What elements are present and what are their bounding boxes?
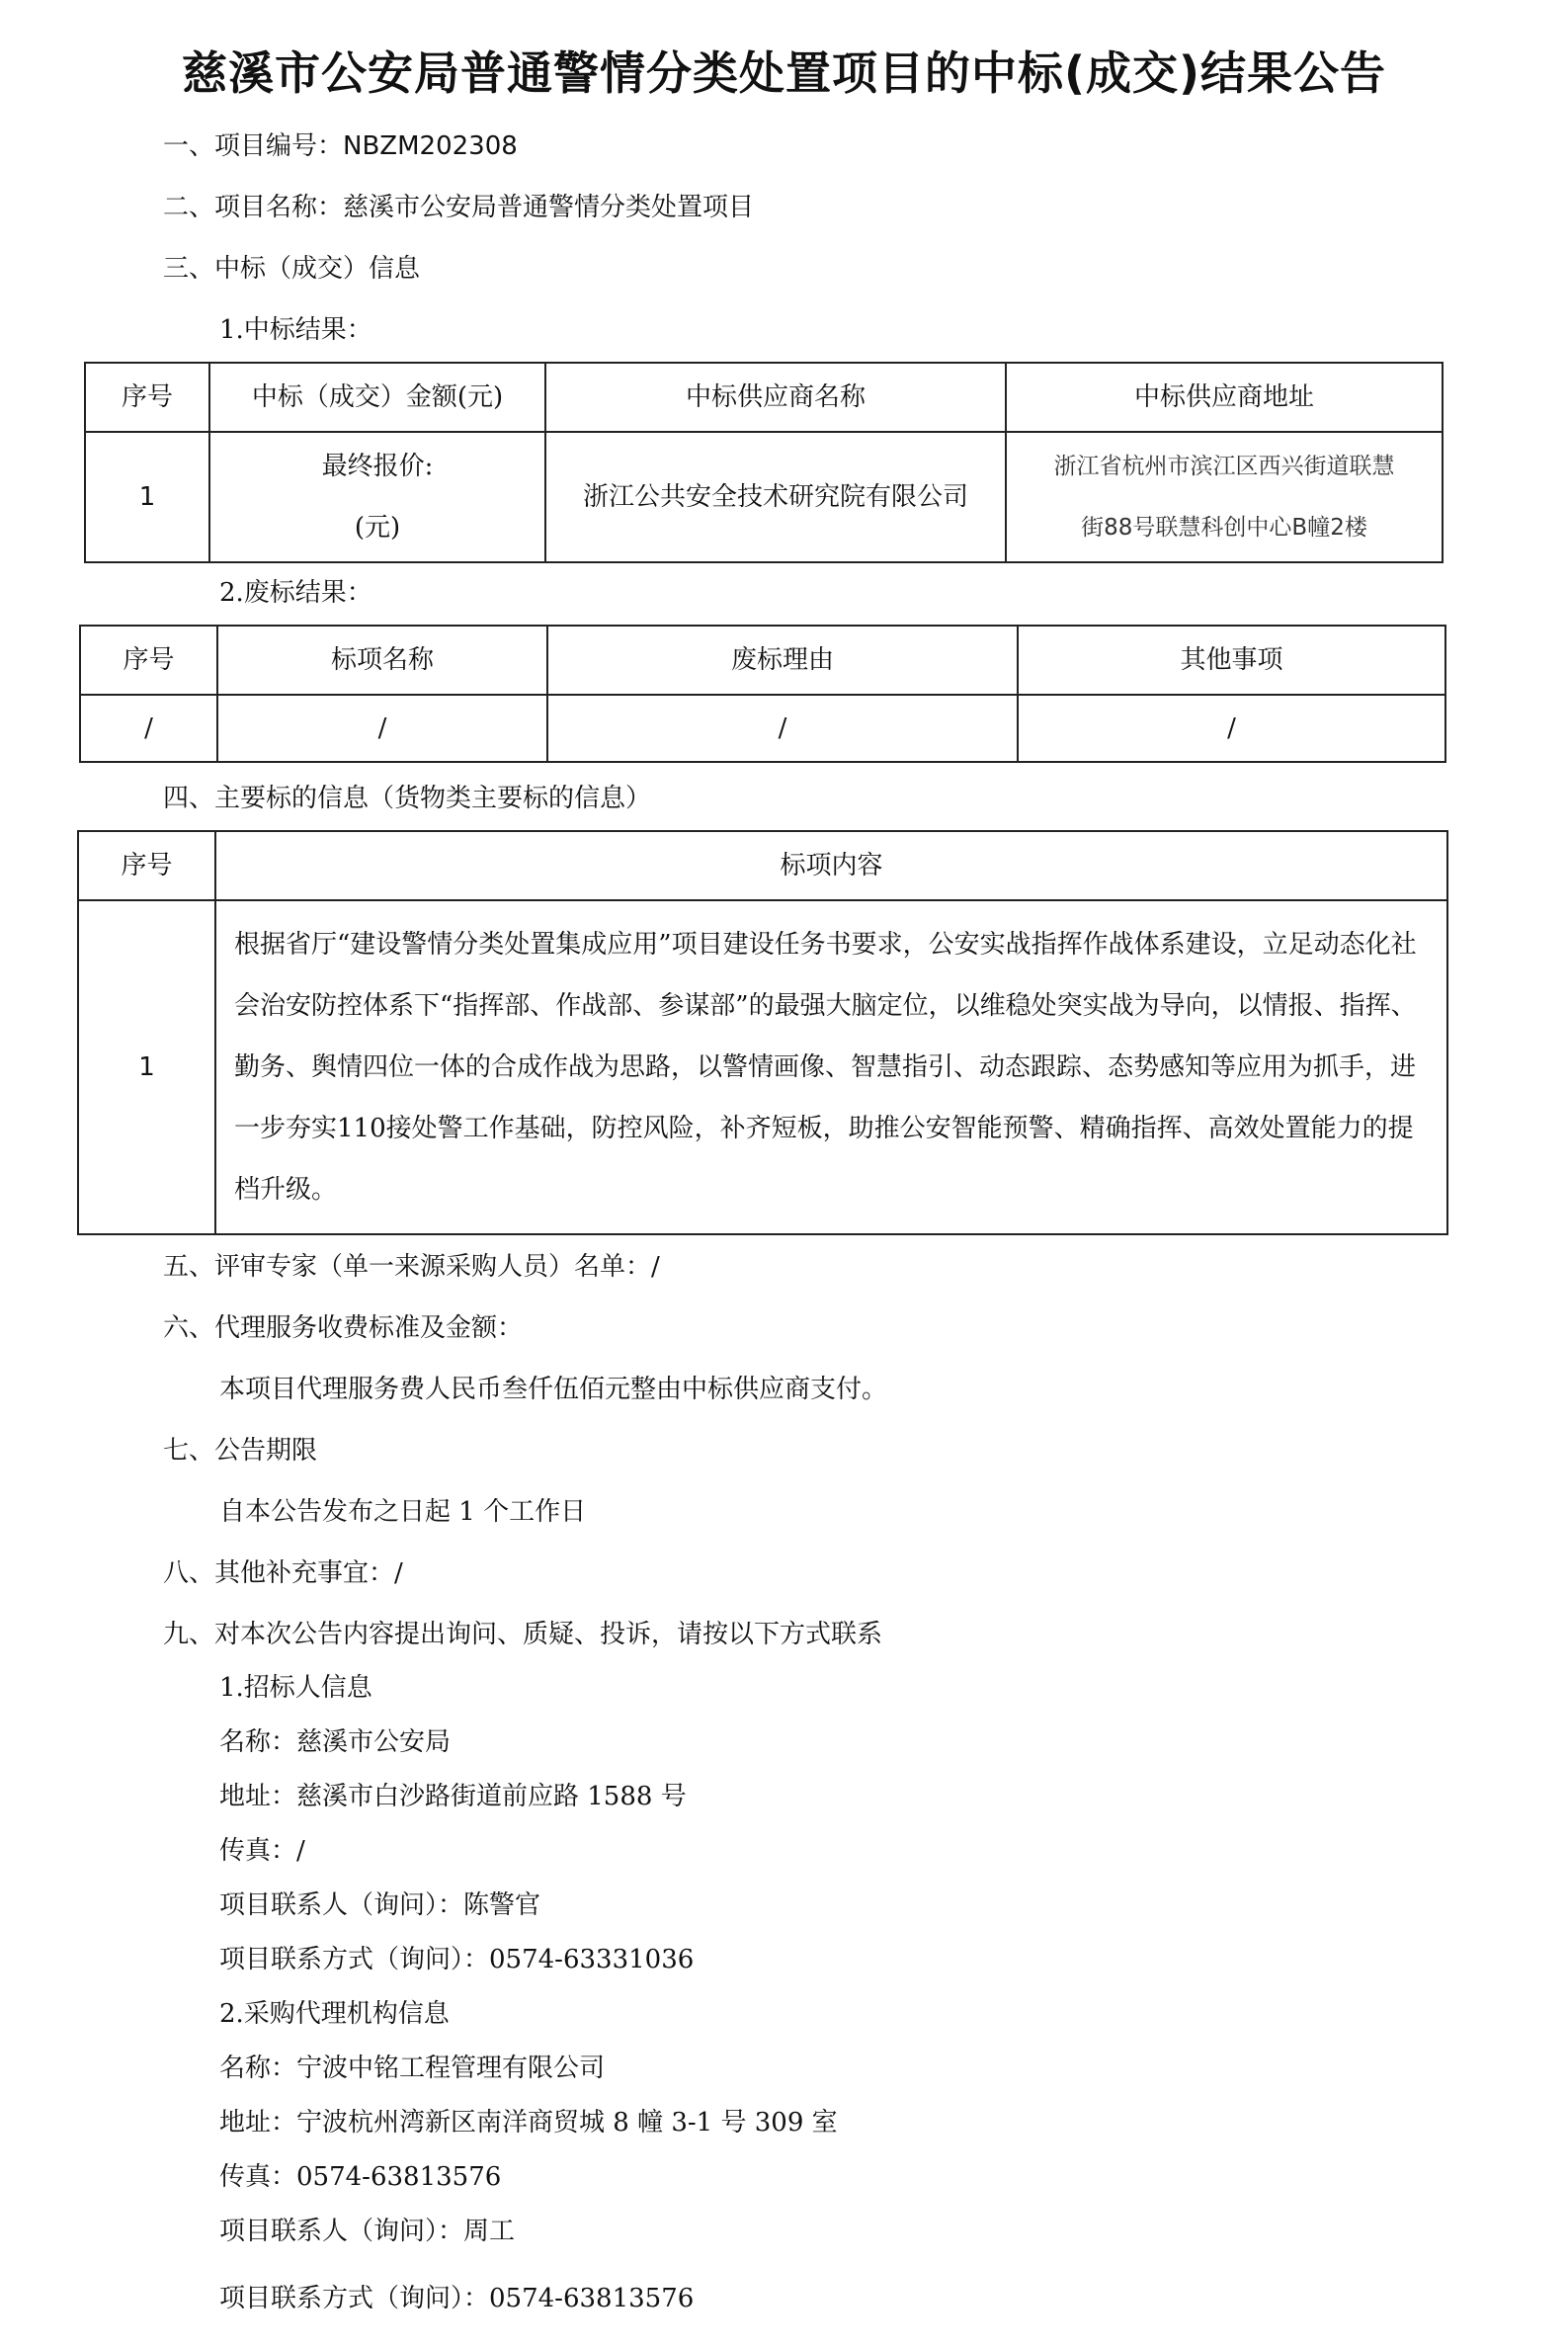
agency-name: 名称：宁波中铭工程管理有限公司 <box>219 2054 606 2083</box>
row-number: 1 <box>85 432 209 562</box>
subject-content: 根据省厅“建设警情分类处置集成应用”项目建设任务书要求，公安实战指挥作战体系建设，立足动态化社会治安防控体系下“指挥部、作战部、参谋部”的最强大脑定位，以维稳处突实战为导向，以情报、指挥、勤务、舆情四位一体的合成作战为思路，以警情画像、智慧指引、动态跟踪、态势感知等应用为抓手，进一步夯实110接处警工作基础，防控风险，补齐短板，助推公安智能预警、精确指挥、高效处置能力的提档升级。 <box>215 900 1447 1234</box>
section-main-subject: 四、主要标的信息（货物类主要标的信息） <box>163 784 652 813</box>
agency-fax: 传真：0574-63813576 <box>219 2162 502 2192</box>
failed-bid-table <box>79 625 1446 763</box>
agency-fee-text: 本项目代理服务费人民币叁仟伍佰元整由中标供应商支付。 <box>219 1375 888 1404</box>
section-notice-period: 七、公告期限 <box>163 1436 318 1466</box>
agency-heading: 2.采购代理机构信息 <box>219 1999 450 2029</box>
page-title: 慈溪市公安局普通警情分类处置项目的中标(成交)结果公告 <box>181 46 1387 100</box>
supplier-name: 浙江公共安全技术研究院有限公司 <box>545 432 1006 562</box>
buyer-phone: 项目联系方式（询问）：0574-63331036 <box>219 1945 695 1974</box>
section-agency-fee: 六、代理服务收费标准及金额： <box>163 1313 524 1343</box>
agency-phone: 项目联系方式（询问）：0574-63813576 <box>219 2284 695 2313</box>
project-number <box>163 126 518 166</box>
table-cell: / <box>80 695 217 762</box>
table-cell: / <box>217 695 547 762</box>
table-header-row <box>85 363 1443 432</box>
section-contact: 九、对本次公告内容提出询问、质疑、投诉，请按以下方式联系 <box>163 1620 883 1649</box>
table-row <box>78 900 1447 1234</box>
notice-period-text: 自本公告发布之日起 1 个工作日 <box>219 1497 587 1527</box>
bid-amount-label: 最终报价: <box>321 452 434 481</box>
buyer-contact: 项目联系人（询问）：陈警官 <box>219 1890 541 1920</box>
header-cell: 序号 <box>78 831 215 900</box>
header-cell: 其他事项 <box>1018 626 1445 695</box>
award-result-table <box>84 362 1444 563</box>
row-number: 1 <box>78 900 215 1234</box>
header-cell: 中标供应商名称 <box>545 363 1006 432</box>
supplier-address-line: 街88号联慧科创中心B幢2楼 <box>1081 515 1367 541</box>
header-cell: 序号 <box>85 363 209 432</box>
project-name: 二、项目名称：慈溪市公安局普通警情分类处置项目 <box>163 193 755 222</box>
header-cell: 标项名称 <box>217 626 547 695</box>
table-header-row <box>80 626 1445 695</box>
table-row <box>80 695 1445 762</box>
award-result-heading: 1.中标结果： <box>219 315 372 345</box>
header-cell: 序号 <box>80 626 217 695</box>
buyer-fax: 传真：/ <box>219 1836 305 1866</box>
project-number-value: NBZM202308 <box>343 131 518 161</box>
agency-contact: 项目联系人（询问）：周工 <box>219 2217 516 2246</box>
main-subject-table <box>77 830 1448 1235</box>
section-supplement: 八、其他补充事宜：/ <box>163 1558 403 1588</box>
section-experts: 五、评审专家（单一来源采购人员）名单：/ <box>163 1252 660 1282</box>
buyer-heading: 1.招标人信息 <box>219 1673 372 1703</box>
supplier-address-line: 浙江省杭州市滨江区西兴街道联慧 <box>1053 454 1395 479</box>
bid-amount-cell <box>209 432 545 562</box>
header-cell: 中标（成交）金额(元) <box>209 363 545 432</box>
table-cell: / <box>1018 695 1445 762</box>
project-number-label: 一、项目编号： <box>163 131 344 161</box>
supplier-address-cell <box>1006 432 1443 562</box>
bid-amount-unit: (元) <box>354 513 401 543</box>
failed-bid-heading: 2.废标结果： <box>219 578 372 608</box>
buyer-name: 名称：慈溪市公安局 <box>219 1727 452 1757</box>
table-row <box>85 432 1443 562</box>
header-cell: 标项内容 <box>215 831 1447 900</box>
header-cell: 废标理由 <box>547 626 1018 695</box>
table-cell: / <box>547 695 1018 762</box>
header-cell: 中标供应商地址 <box>1006 363 1443 432</box>
buyer-address: 地址：慈溪市白沙路街道前应路 1588 号 <box>219 1782 687 1811</box>
agency-address: 地址：宁波杭州湾新区南洋商贸城 8 幢 3-1 号 309 室 <box>219 2108 838 2138</box>
table-header-row <box>78 831 1447 900</box>
section-award-info: 三、中标（成交）信息 <box>163 254 421 284</box>
